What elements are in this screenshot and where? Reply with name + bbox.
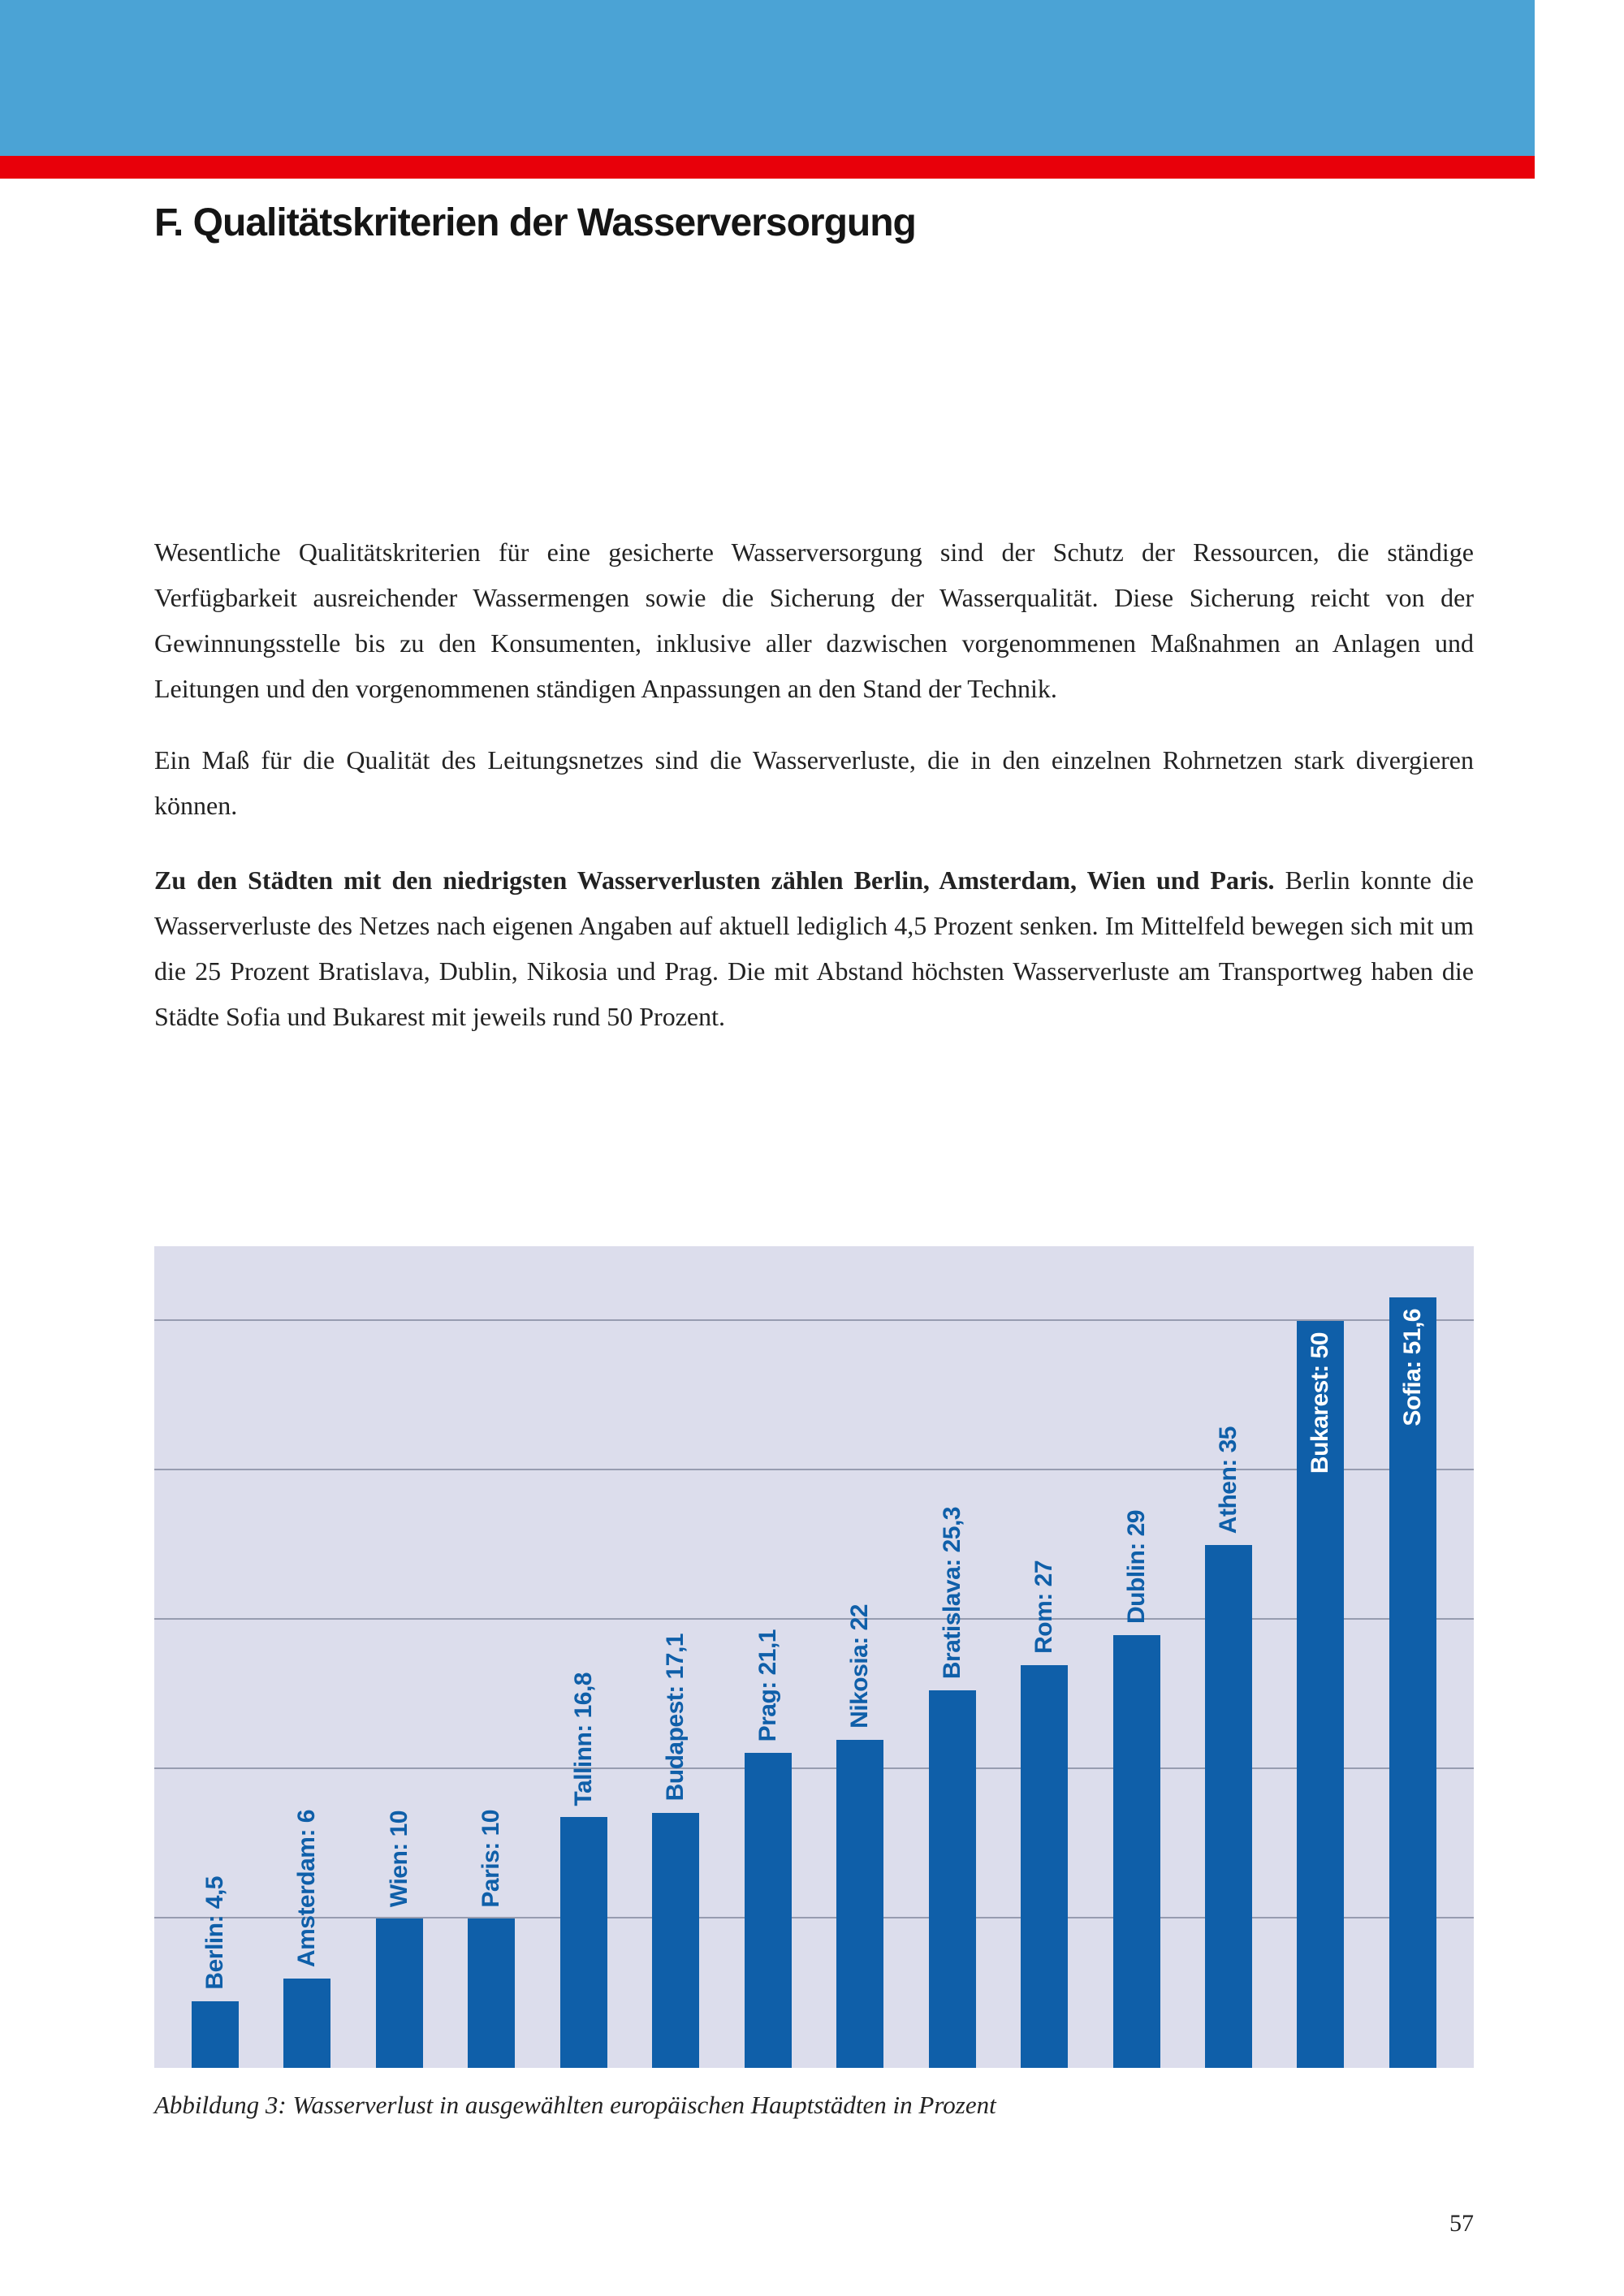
bar-bukarest xyxy=(1297,1321,1344,2068)
paragraph-water-loss-measure: Ein Maß für die Qualität des Leitungsnetzes sind die Wasserverluste, die in den einzelnen Rohrnetzen stark divergieren können. xyxy=(154,745,1474,821)
bars-container xyxy=(154,1246,1474,2068)
bar-label-dublin: Dublin: 29 xyxy=(1122,1509,1150,1624)
bar-label-amsterdam: Amsterdam: 6 xyxy=(293,1809,321,1967)
paragraph-quality-criteria: Wesentliche Qualitätskriterien für eine gesicherte Wasserversorgung sind der Schutz der Ressourcen, die ständige Verfügbarkeit ausreichender Wassermengen sowie die Sicherung der Wasserqualität. Diese Sicherung reicht von der Gewinnungsstelle bis zu den Konsumenten, inklusive aller dazwischen vorgenommenen Maßnahmen an Anlagen und Leitungen und den vorgenommenen ständigen Anpassungen an den Stand der Technik. xyxy=(154,537,1474,704)
bar-label-paris: Paris: 10 xyxy=(477,1809,505,1908)
paragraph-city-comparison xyxy=(154,857,1474,1039)
chart-plot xyxy=(154,1246,1474,2068)
bar-label-sofia: Sofia: 51,6 xyxy=(1398,1308,1426,1426)
bar-tallinn xyxy=(560,1672,607,2068)
bar-budapest xyxy=(652,1634,699,2069)
paragraph-lead-bold: Zu den Städten mit den niedrigsten Wasserverlusten zählen Berlin, Amsterdam, Wien und Paris. xyxy=(154,865,1275,896)
bar-label-bukarest: Bukarest: 50 xyxy=(1307,1332,1334,1474)
bar-amsterdam xyxy=(283,1809,330,2068)
bar-berlin xyxy=(192,1876,239,2069)
bar-nikosia xyxy=(836,1603,883,2069)
bar-label-wien: Wien: 10 xyxy=(385,1810,412,1908)
bar-label-athen: Athen: 35 xyxy=(1214,1426,1242,1534)
bar-paris xyxy=(468,1809,515,2068)
bar-label-tallinn: Tallinn: 16,8 xyxy=(569,1672,597,1806)
page-number: 57 xyxy=(1449,2210,1474,2237)
bar-athen xyxy=(1205,1426,1252,2068)
bar-sofia xyxy=(1389,1297,1436,2068)
paragraph-lead-rest: Berlin konnte die Wasserverluste des Netzes nach eigenen Angaben auf aktuell lediglich 4,5 Prozent senken. Im Mittelfeld bewegen sich mit um die 25 Prozent Bratislava, Dublin, Nikosia und Prag. Die mit Abstand höchsten Wasserverluste am Transportweg haben die Städte Sofia und Bukarest mit jeweils rund 50 Prozent. xyxy=(154,865,1475,1032)
bar-label-nikosia: Nikosia: 22 xyxy=(846,1603,874,1728)
bar-dublin xyxy=(1113,1509,1160,2069)
bar-bratislava xyxy=(929,1506,976,2069)
bar-wien xyxy=(376,1810,423,2068)
bar-label-bratislava: Bratislava: 25,3 xyxy=(938,1506,965,1679)
body-text xyxy=(154,529,1474,1039)
bar-label-rom: Rom: 27 xyxy=(1030,1560,1058,1654)
figure-caption: Abbildung 3: Wasserverlust in ausgewählten europäischen Hauptstädten in Prozent xyxy=(154,2091,996,2120)
bar-prag xyxy=(745,1629,792,2068)
bar-label-prag: Prag: 21,1 xyxy=(754,1629,781,1742)
bar-rom xyxy=(1021,1560,1068,2069)
figure-water-loss-chart xyxy=(154,1246,1474,2120)
text-column xyxy=(154,0,1474,2120)
bar-label-budapest: Budapest: 17,1 xyxy=(662,1634,689,1802)
page-title: F. Qualitätskriterien der Wasserversorgung xyxy=(154,201,916,244)
bar-label-berlin: Berlin: 4,5 xyxy=(201,1876,228,1990)
